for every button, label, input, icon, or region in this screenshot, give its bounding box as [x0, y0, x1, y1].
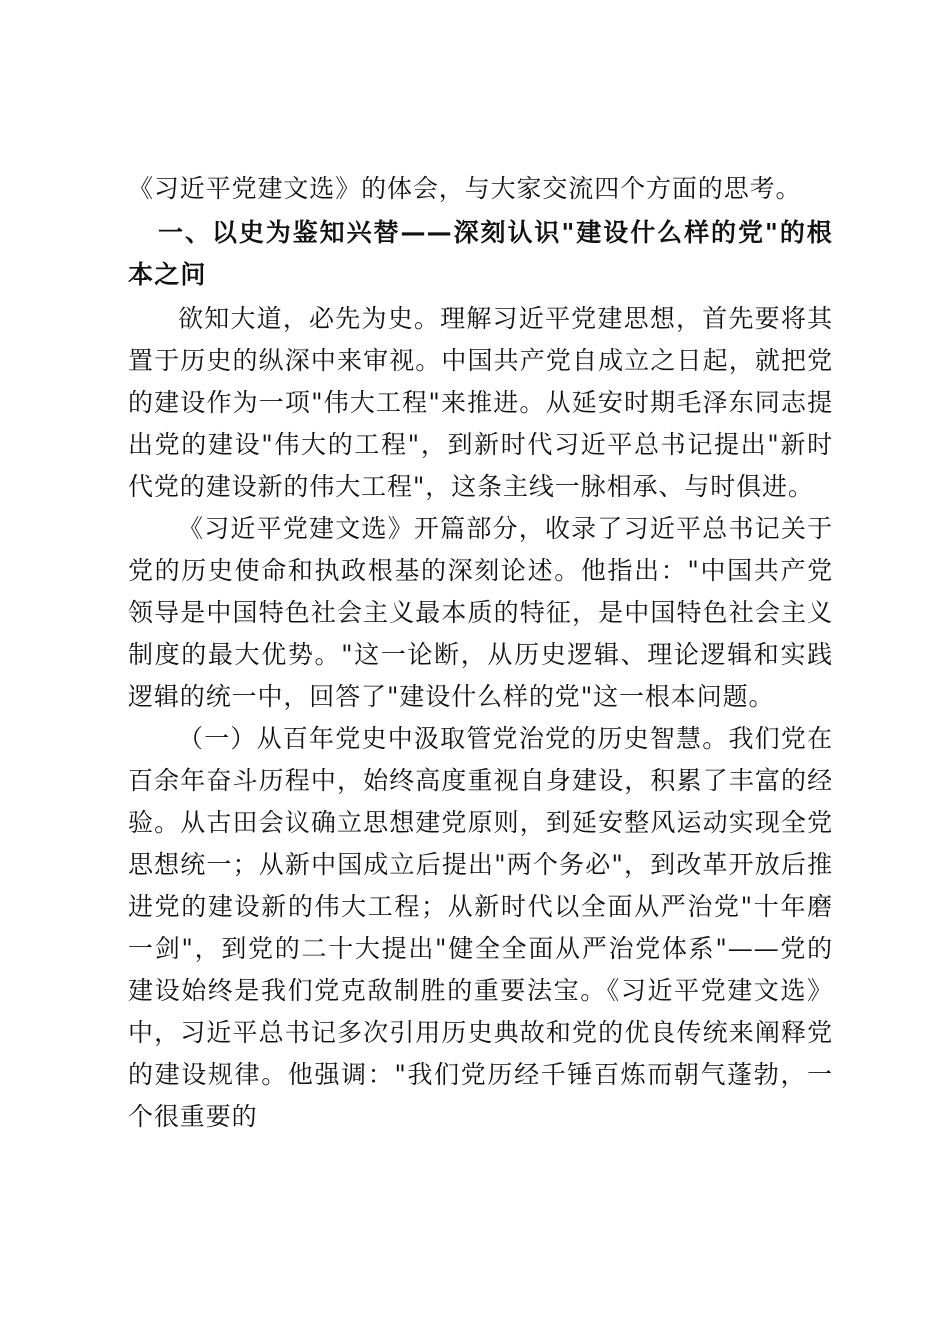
document-body [128, 168, 833, 1138]
paragraph-opening-chapter: 《习近平党建文选》开篇部分，收录了习近平总书记关于党的历史使命和执政根基的深刻论述。他指出："中国共产党领导是中国特色社会主义最本质的特征，是中国特色社会主义制度的最大优势。"这一论断，从历史逻辑、理论逻辑和实践逻辑的统一中，回答了"建设什么样的党"这一根本问题。 [128, 514, 833, 711]
paragraph-opening-continuation: 《习近平党建文选》的体会，与大家交流四个方面的思考。 [128, 174, 802, 203]
section-heading-1: 一、以史为鉴知兴替——深刻认识"建设什么样的党"的根本之问 [128, 218, 833, 289]
paragraph-history: 欲知大道，必先为史。理解习近平党建思想，首先要将其置于历史的纵深中来审视。中国共产党自成立之日起，就把党的建设作为一项"伟大工程"来推进。从延安时期毛泽东同志提出党的建设"伟大的工程"，到新时代习近平总书记提出"新时代党的建设新的伟大工程"，这条主线一脉相承、与时俱进。 [128, 304, 833, 501]
paragraph-subsection-1: （一）从百年党史中汲取管党治党的历史智慧。我们党在百余年奋斗历程中，始终高度重视自身建设，积累了丰富的经验。从古田会议确立思想建党原则，到延安整风运动实现全党思想统一；从新中国成立后提出"两个务必"，到改革开放后推进党的建设新的伟大工程；从新时代以全面从严治党"十年磨一剑"，到党的二十大提出"健全全面从严治党体系"——党的建设始终是我们党克敌制胜的重要法宝。《习近平党建文选》中，习近平总书记多次引用历史典故和党的优良传统来阐释党的建设规律。他强调："我们党历经千锤百炼而朝气蓬勃，一个很重要的 [128, 724, 833, 1131]
